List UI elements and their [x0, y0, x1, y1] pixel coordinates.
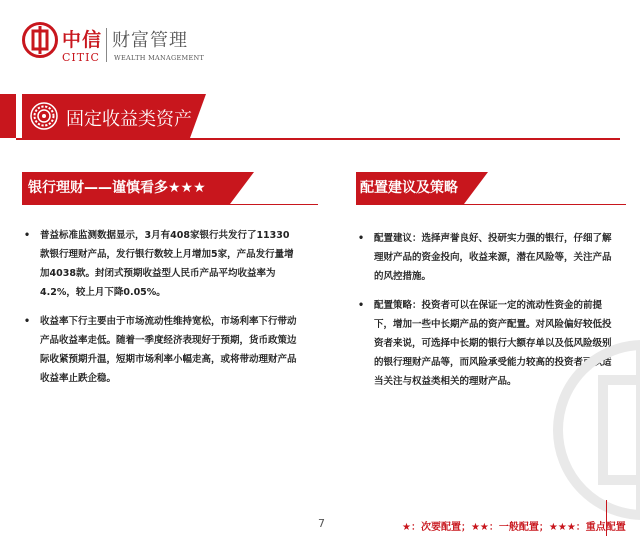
bullet-text: 配置建议：选择声誉良好、投研实力强的银行，仔细了解理财产品的资金投向，收益来源，潜在风险等，关注产品的风控措施。	[374, 233, 612, 282]
bullet-dot: •	[358, 300, 365, 311]
logo-sub-cn: 财富管理	[112, 30, 188, 51]
citic-logo-icon	[22, 22, 58, 58]
section-banner-tail	[190, 94, 206, 138]
logo-brand-cn: 中信	[62, 29, 103, 51]
left-column-header-tail	[230, 172, 254, 204]
bullet-text: 收益率下行主要由于市场流动性维持宽松，市场利率下行带动产品收益率走低。随着一季度经济表现好于预期，货币政策边际收紧预期升温，短期市场利率小幅走高，或将带动理财产品收益率止跌企稳。	[40, 316, 297, 384]
logo-sub-en: WEALTH MANAGEMENT	[114, 54, 205, 62]
bullet-dot: •	[24, 230, 31, 241]
left-bullet-list	[22, 226, 298, 398]
left-column-rule	[22, 204, 318, 205]
logo-brand-en: CITIC	[62, 51, 100, 64]
right-column-header-tail	[464, 172, 488, 204]
list-item	[22, 312, 298, 388]
gear-coin-icon	[28, 100, 60, 132]
citic-watermark-icon	[548, 330, 640, 530]
right-column-rule	[356, 204, 626, 205]
section-rule	[16, 138, 620, 140]
list-item	[356, 229, 620, 286]
bullet-dot: •	[24, 316, 31, 327]
section-title: 固定收益类资产	[66, 109, 192, 130]
bullet-text: 普益标准监测数据显示，3月有408家银行共发行了11330款银行理财产品，发行银行数较上月增加5家，产品发行量增加4038款。封闭式预期收益型人民币产品平均收益率为4.2%，较上月下降0.05%。	[40, 230, 294, 298]
banner-left-strip	[0, 94, 16, 138]
left-column-title: 银行理财——谨慎看多★★★	[28, 180, 206, 196]
list-item	[22, 226, 298, 302]
bullet-text: 配置策略：投资者可以在保证一定的流动性资金的前提下，增加一些中长期产品的资产配置。对风险偏好较低投资者来说，可选择中长期的银行大额存单以及低风险级别的银行理财产品等，而风险承受能力较高的投资者可以适当关注与权益类相关的理财产品。	[374, 300, 612, 387]
logo-divider	[106, 28, 107, 62]
bullet-dot: •	[358, 233, 365, 244]
page-number: 7	[318, 517, 325, 530]
star-legend: ★：次要配置；★★：一般配置；★★★：重点配置	[402, 522, 626, 533]
right-column-title: 配置建议及策略	[360, 180, 458, 196]
